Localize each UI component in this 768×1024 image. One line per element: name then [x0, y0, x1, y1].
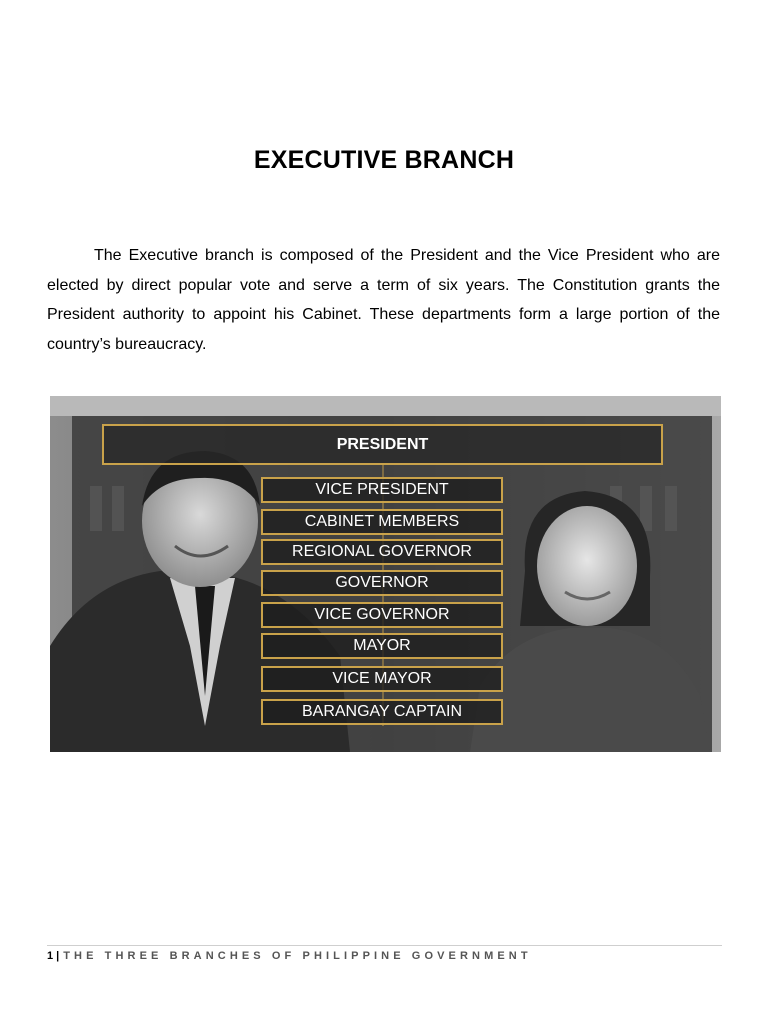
footer-separator: |: [56, 950, 60, 962]
level-box-cabinet-members: CABINET MEMBERS: [261, 509, 503, 535]
page-footer: [47, 950, 532, 962]
level-box-regional-governor: REGIONAL GOVERNOR: [261, 539, 503, 565]
page-number: 1: [47, 950, 54, 962]
level-box-vice-mayor: VICE MAYOR: [261, 666, 503, 692]
president-box: PRESIDENT: [102, 424, 663, 465]
footer-title: THE THREE BRANCHES OF PHILIPPINE GOVERNMENT: [63, 950, 532, 962]
level-box-barangay-captain: BARANGAY CAPTAIN: [261, 699, 503, 725]
level-box-mayor: MAYOR: [261, 633, 503, 659]
level-box-vice-president: VICE PRESIDENT: [261, 477, 503, 503]
hierarchy-figure: [50, 396, 721, 752]
body-paragraph: The Executive branch is composed of the President and the Vice President who are elected by direct popular vote and serve a term of six years. The Constitution grants the President authority to appoint his Cabinet. These departments form a large portion of the country’s bureaucracy.: [47, 247, 720, 353]
page-title: EXECUTIVE BRANCH: [253, 146, 515, 174]
level-box-vice-governor: VICE GOVERNOR: [261, 602, 503, 628]
level-box-governor: GOVERNOR: [261, 570, 503, 596]
footer-divider: [47, 945, 722, 946]
